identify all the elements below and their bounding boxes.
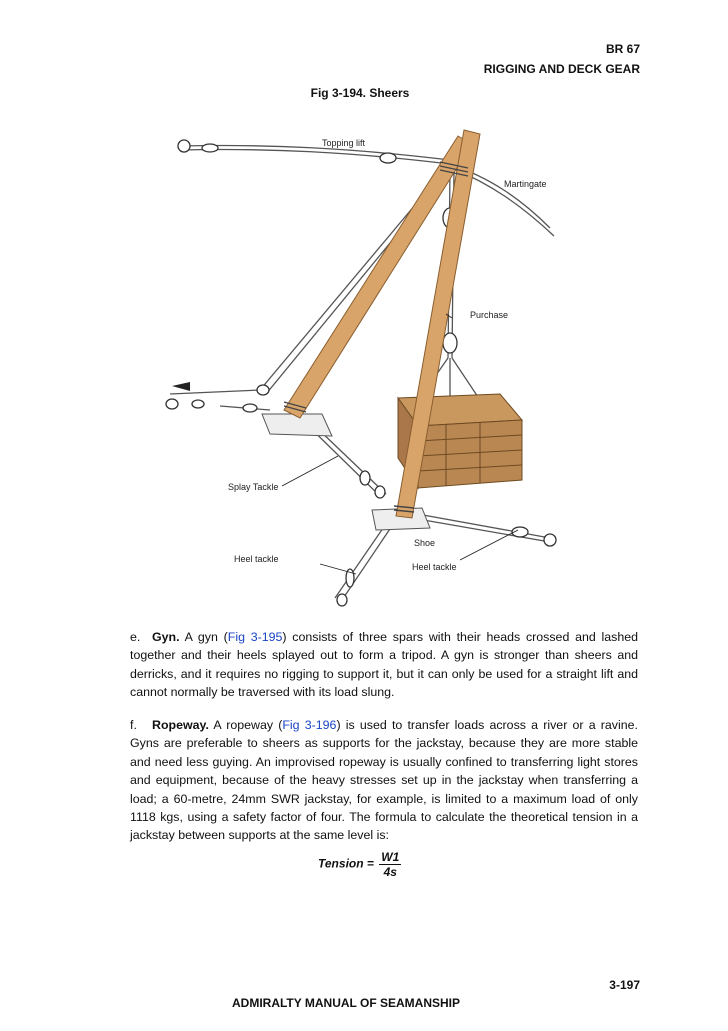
formula-numerator: W1 (381, 850, 400, 864)
sheers-illustration (150, 118, 570, 618)
label-splay-tackle: Splay Tackle (228, 482, 279, 492)
link-fig-3-195[interactable]: Fig 3-195 (227, 630, 283, 644)
topping-lift-rope (180, 146, 450, 160)
heel-tackle-right-rope (412, 513, 550, 538)
paragraph-gyn: e. Gyn. A gyn (Fig 3-195) consists of three spars with their heads crossed and lashed together and their heels splayed out to form a tripod. A gyn is stronger than sheers and derricks, and it requires no rigging to support it, but it can only be used for a straight lift and cannot normally be traversed with its load slung. (130, 630, 638, 700)
header-code: BR 67 (605, 42, 640, 56)
figure-caption: Fig 3-194. Sheers (310, 86, 410, 100)
label-heel-tackle-right: Heel tackle (412, 562, 457, 572)
gyn-title: Gyn. (152, 630, 180, 644)
ropeway-title: Ropeway. (152, 718, 209, 732)
left-shoe (262, 414, 332, 436)
arrow-left-icon (172, 382, 190, 391)
page-number: 3-197 (609, 978, 640, 992)
label-topping-lift: Topping lift (322, 138, 366, 148)
paragraph-ropeway: f. Ropeway. A ropeway (Fig 3-196) is used to transfer loads across a river or a ravine. Gyns are preferable to sheers as supports for the jackstay, because they are more stable and need less guying. An improvised ropeway is usually confined to transferring light stores and equipment, because of the heavy stresses set up in the jackstay when transferring a load; a 60-metre, 24mm SWR jackstay, for example, is limited to a maximum load of only 1118 kgs, using a safety factor of four. The formula to calculate the theoretical tension in a jackstay between supports at the same level is: (130, 718, 638, 843)
label-shoe: Shoe (414, 538, 436, 548)
label-heel-tackle-left: Heel tackle (234, 554, 279, 564)
header-title: RIGGING AND DECK GEAR (483, 62, 640, 76)
formula-denominator: 4s (383, 865, 397, 879)
footer-title: ADMIRALTY MANUAL OF SEAMANSHIP (232, 996, 460, 1010)
label-purchase: Purchase (470, 310, 509, 320)
block-icon (178, 140, 190, 152)
tension-formula: Tension = $\frac{W1}{4s}$ (318, 850, 400, 879)
link-fig-3-196[interactable]: Fig 3-196 (282, 718, 337, 732)
label-martingate: Martingate (504, 179, 547, 189)
